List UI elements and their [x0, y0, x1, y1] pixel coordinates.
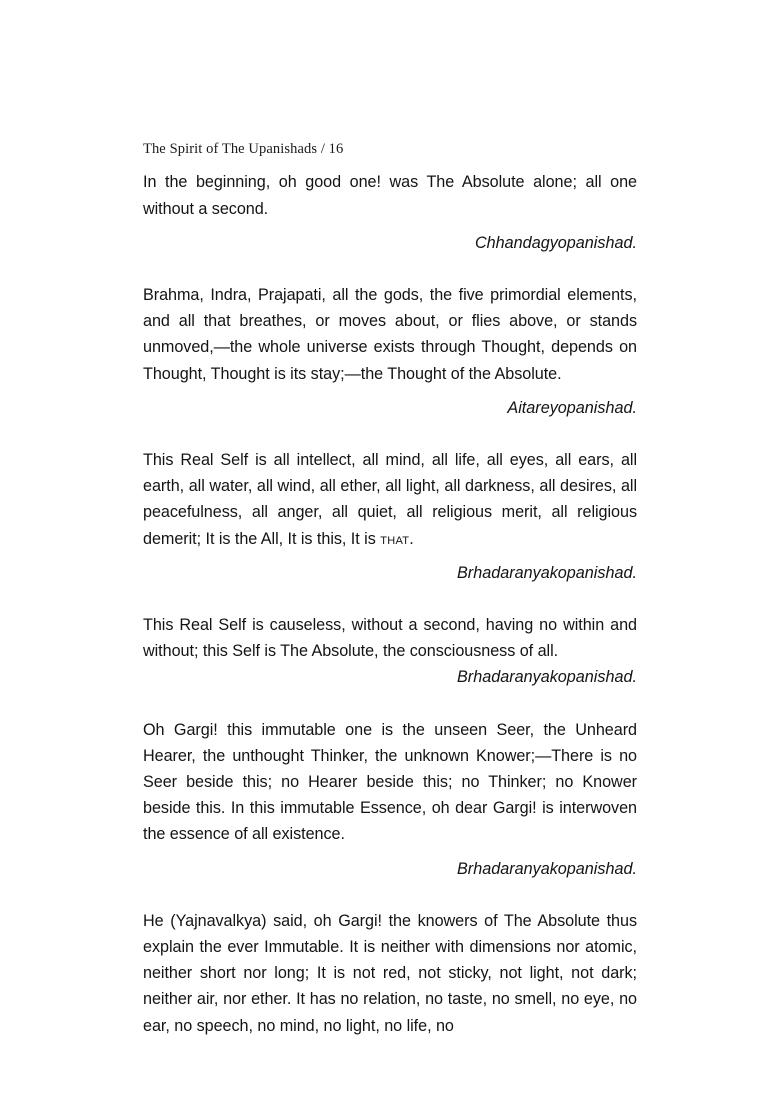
quote-block: [143, 908, 637, 1039]
passage-text-lead: This Real Self is causeless, without a second, having no within and without; this Self is The Absolute, the consciousness of all.: [143, 616, 637, 661]
quote-passage: [143, 447, 637, 552]
passage-text-lead: He (Yajnavalkya) said, oh Gargi! the knowers of The Absolute thus explain the ever Immutable. It is neither with dimensions nor atomic, neither short nor long; It is not red, not sticky, not light, not dark; neither air, nor ether. It has no relation, no taste, no smell, no eye, no ear, no speech, no mind, no light, no life, no: [143, 911, 637, 1035]
passage-text-lead: Oh Gargi! this immutable one is the unseen Seer, the Unheard Hearer, the unthought Thinker, the unknown Knower;—There is no Seer beside this; no Hearer beside this; no Thinker; no Knower beside this. In this immutable Essence, oh dear Gargi! is interwoven the essence of all existence.: [143, 720, 637, 844]
quote-attribution: Brhadaranyakopanishad.: [457, 859, 637, 878]
quote-attribution: Chhandagyopanishad.: [474, 233, 637, 252]
running-head: The Spirit of The Upanishads / 16: [143, 141, 344, 157]
quote-passage: [143, 908, 637, 1039]
quote-block: [143, 612, 637, 691]
quote-attribution: Brhadaranyakopanishad.: [457, 668, 637, 687]
text-column: [143, 141, 637, 1039]
passage-text-lead: In the beginning, oh good one! was The Absolute alone; all one without a second.: [143, 173, 637, 218]
passage-text-lead: This Real Self is all intellect, all mind, all life, all eyes, all ears, all earth, all water, all wind, all ether, all light, all darkness, all desires, all peacefulness, all anger, all quiet, all religious merit, all religious demerit; It is the All, It is this, It is: [143, 451, 637, 548]
passage-smallcaps: that: [380, 529, 410, 548]
quote-passage: [143, 717, 637, 848]
quote-passage: [143, 169, 637, 221]
passage-text-lead: Brahma, Indra, Prajapati, all the gods, the five primordial elements, and all that breathes, or moves about, or flies above, or stands unmoved,—the whole universe exists through Thought, depends on Thought, Thought is its stay;—the Thought of the Absolute.: [143, 286, 637, 383]
quote-attribution: Brhadaranyakopanishad.: [457, 563, 637, 582]
quote-block: [143, 717, 637, 882]
quote-attribution: Aitareyopanishad.: [507, 398, 637, 417]
quote-passage: [143, 282, 637, 387]
quote-passage: [143, 612, 637, 664]
quote-block: [143, 447, 637, 586]
quote-block: [143, 169, 637, 256]
quote-block: [143, 282, 637, 421]
passage-text-tail: .: [409, 529, 414, 548]
